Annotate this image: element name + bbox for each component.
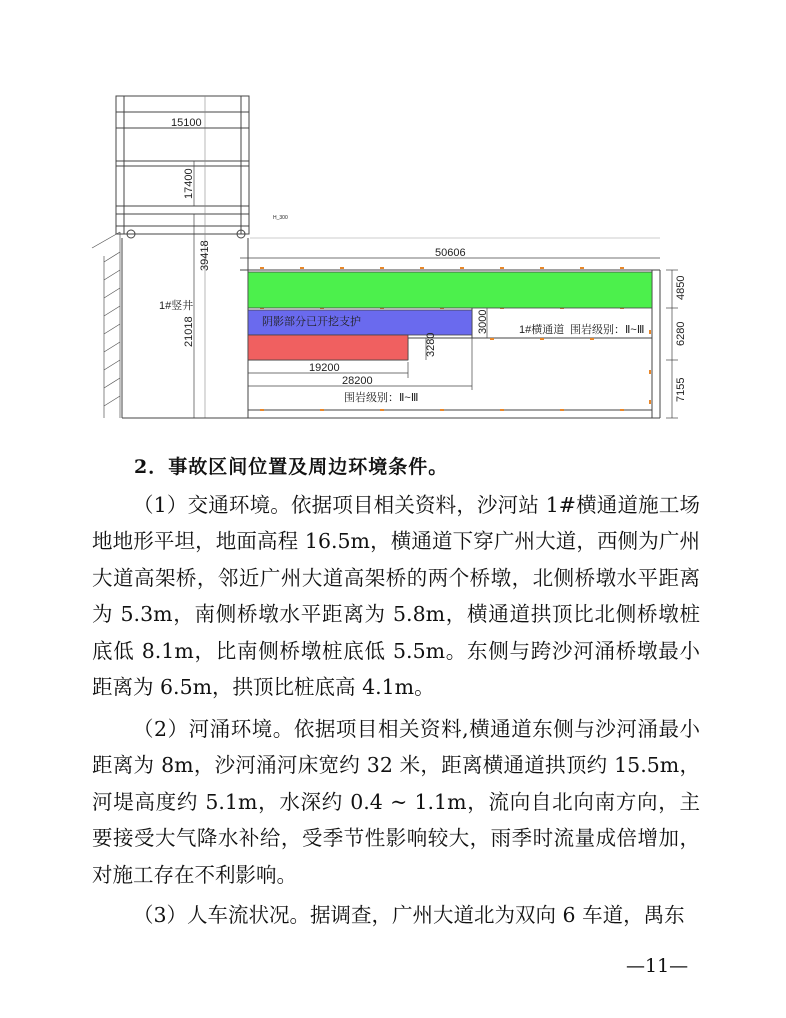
dim-shaft-width: 15100 (171, 117, 202, 129)
dim-step-height: 3000 (477, 309, 489, 334)
label-rock-grade-2: 围岩级别：Ⅱ~Ⅲ (344, 392, 419, 404)
dim-bench-height: 3280 (425, 332, 437, 357)
dim-shaft-total: 39418 (199, 240, 211, 271)
dim-right-top: 4850 (675, 275, 687, 300)
excavated-green-region (248, 272, 652, 308)
shaft-upper-frame (116, 96, 249, 418)
paragraph-traffic: （1）交通环境。依据项目相关资料，沙河站 1#横通道施工场地地形平坦，地面高程 16.5m，横通道下穿广州大道，西侧为广州大道高架桥，邻近广州大道高架桥的两个桥墩，北侧桥墩水平距离为 5.3m，南侧桥墩水平距离为 5.8m，横通道拱顶比北侧桥墩桩底低 8.1m，比南侧桥墩桩底低 5.5m。东侧与跨沙河涌桥墩最小距离为 6.5m，拱顶比桩底高 4.1m。 (92, 493, 700, 700)
engineering-drawing (0, 0, 786, 430)
dim-right-mid: 6280 (675, 321, 687, 346)
paragraph-crowd: （3）人车流状况。据调查，广州大道北为双向 6 车道，禺东 (133, 903, 685, 927)
dim-right-bottom: 7155 (675, 377, 687, 402)
label-passage: 1#横通道 (519, 324, 565, 336)
ground-hatching-left (92, 232, 120, 418)
label-shaded-note: 阴影部分已开挖支护 (262, 316, 361, 328)
dim-upper-length: 28200 (342, 375, 373, 387)
paragraph-river: （2）河涌环境。依据项目相关资料,横通道东侧与沙河涌最小距离为 8m，沙河涌河床宽约 32 米，距离横通道拱顶约 15.5m，河堤高度约 5.1m，水深约 0.4 ~ 1.1m，流向自北向南方向，主要接受大气降水补给，受季节性影响较大，雨季时流量成倍增加，对施工存在不利影响。 (92, 717, 700, 887)
page-number: —11— (626, 955, 689, 977)
excavated-red-region (248, 335, 408, 360)
dim-shaft-segment: 17400 (183, 168, 195, 199)
label-shaft: 1#竖井 (159, 300, 194, 312)
dim-excavated-length: 19200 (309, 362, 340, 374)
label-rock-grade-1: 围岩级别：Ⅱ~Ⅲ (570, 324, 645, 336)
dim-shaft-lower: 21018 (183, 316, 195, 347)
section-heading: 2．事故区间位置及周边环境条件。 (134, 456, 449, 478)
dim-passage-length: 50606 (435, 247, 466, 259)
label-small-mark: H_300 (273, 215, 288, 221)
